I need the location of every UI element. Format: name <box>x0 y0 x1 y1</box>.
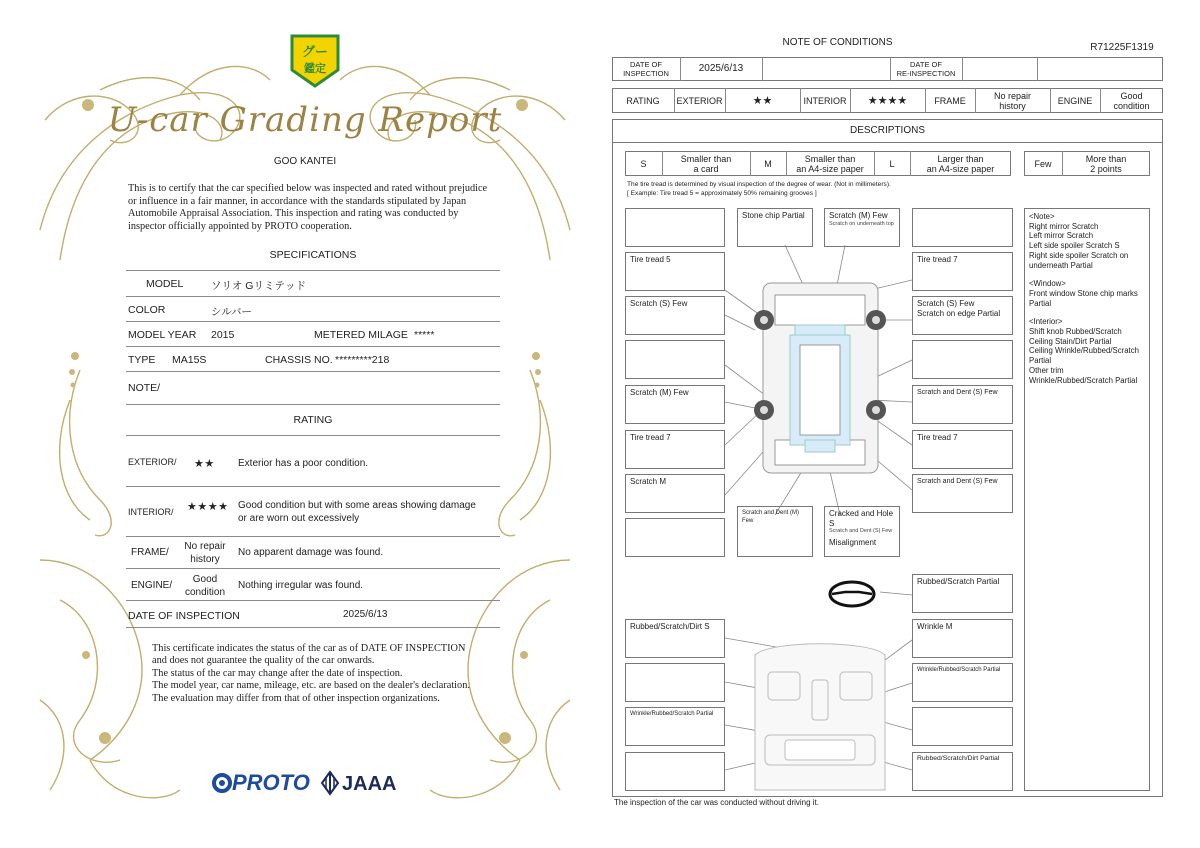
metered-milage-label: METERED MILAGE <box>314 329 408 341</box>
damage-box-tire-rear-left <box>625 430 725 469</box>
engine-value-line1: Good <box>192 574 218 585</box>
value-line: history <box>999 100 1026 111</box>
sheet-footer: The inspection of the car was conducted without driving it. <box>614 798 819 807</box>
footer-line: The evaluation may differ from that of other inspection organizations. <box>152 692 440 704</box>
damage-label: Stone chip Partial <box>742 211 805 220</box>
reference-number: R71225F1319 <box>1090 42 1154 53</box>
damage-label: Tire tread 5 <box>630 255 671 264</box>
frame-description: No apparent damage was found. <box>238 547 384 558</box>
divider <box>126 536 500 537</box>
interior-box-rear-seat-left <box>625 752 725 791</box>
model-year-label: MODEL YEAR <box>128 329 197 341</box>
note-line: Ceiling Stain/Dirt Partial <box>1029 336 1112 346</box>
report-title: U-car Grading Report <box>107 100 503 140</box>
divider <box>126 404 500 405</box>
damage-label: Scratch and Dent (S) Few <box>917 389 998 396</box>
legend-line: More than <box>1085 153 1127 164</box>
divider <box>126 296 500 297</box>
note-line: Right side spoiler Scratch on underneath Partial <box>1029 250 1129 270</box>
divider <box>126 371 500 372</box>
report-subtitle: GOO KANTEI <box>273 156 337 167</box>
model-value: ソリオ Gリミテッド <box>211 280 306 292</box>
damage-box-tire-front-left <box>625 252 725 291</box>
footer-line: The model year, car name, mileage, etc. are based on the dealer's declaration. <box>152 680 470 692</box>
damage-label: Wrinkle/Rubbed/Scratch Partial <box>917 667 1001 673</box>
divider <box>126 346 500 347</box>
interior-box-ceiling <box>625 619 725 658</box>
specifications-heading: SPECIFICATIONS <box>269 249 357 261</box>
damage-label: Misalignment <box>829 538 877 548</box>
svg-text:グー: グー <box>301 45 329 60</box>
legend-line: an A4-size paper <box>796 163 864 174</box>
damage-label: Scratch M <box>630 477 667 486</box>
interior-box-rear-seat <box>912 752 1013 791</box>
interior-label: INTERIOR <box>803 95 847 106</box>
chassis-label: CHASSIS NO. <box>265 354 333 366</box>
value-line: No repair <box>993 90 1031 101</box>
note-heading: <Note> <box>1029 212 1055 221</box>
note-line: Left side spoiler Scratch S <box>1029 241 1120 251</box>
legend-line: Larger than <box>937 153 984 164</box>
date-value: 2025/6/13 <box>343 609 388 620</box>
legend-l: L <box>889 158 895 169</box>
damage-box-windshield <box>737 208 813 247</box>
damage-box-left-rear-quarter <box>625 474 725 513</box>
engine-description: Nothing irregular was found. <box>238 580 364 591</box>
damage-label: Rubbed/Scratch/Dirt Partial <box>917 755 1000 762</box>
damage-box-right-rear-door <box>912 385 1013 424</box>
descriptions-heading: DESCRIPTIONS <box>612 119 1163 143</box>
note-line: Other trim Wrinkle/Rubbed/Scratch Partial <box>1029 365 1138 385</box>
divider <box>126 435 500 436</box>
damage-sublabel: Scratch on underneath top <box>829 220 894 227</box>
damage-label: Tire tread 7 <box>630 433 671 442</box>
tire-note-line: The tire tread is determined by visual inspection of the degree of wear. (Not in millimeters). <box>627 181 891 188</box>
divider <box>126 486 500 487</box>
divider <box>126 600 500 601</box>
divider <box>126 627 500 628</box>
footer-line: This certificate indicates the status of the car as of DATE OF INSPECTION and does not guarantee the quality of the car onwards. <box>152 643 466 667</box>
damage-label: Wrinkle M <box>917 622 953 631</box>
type-label: TYPE <box>128 354 156 366</box>
svg-text:鑑定: 鑑定 <box>304 62 326 75</box>
tire-note-line: [ Example: Tire tread 5 = approximately 50% remaining grooves ] <box>627 190 817 197</box>
interior-description-line2: or are worn out excessively <box>238 513 360 524</box>
divider <box>126 321 500 322</box>
proto-logo: PROTO <box>232 770 310 795</box>
frame-value-line1: No repair <box>184 541 226 552</box>
note-line: Front window Stone chip marks Partial <box>1029 288 1138 308</box>
label-line: DATE OF <box>910 60 942 69</box>
damage-label: Scratch (S) Few <box>917 299 975 308</box>
legend-m: M <box>764 158 772 169</box>
frame-label: FRAME <box>934 95 966 106</box>
legend-s: S <box>640 158 647 169</box>
damage-label: Scratch (M) Few <box>829 211 888 220</box>
damage-label: Tire tread 7 <box>917 433 958 442</box>
damage-box-front-left-1 <box>625 208 725 247</box>
note-of-conditions-sheet <box>600 0 1200 848</box>
label-line: INSPECTION <box>623 69 669 78</box>
damage-box-right-front-fender <box>912 296 1013 335</box>
footer-line: The status of the car may change after the date of inspection. <box>152 667 403 679</box>
proto-logo-icon <box>212 772 232 794</box>
frame-value-line2: history <box>190 554 220 565</box>
certificate-footer <box>152 643 482 705</box>
jaaa-logo-icon <box>320 770 340 796</box>
damage-box-tire-rear-right <box>912 430 1013 469</box>
inspection-date-value: 2025/6/13 <box>698 63 744 74</box>
note-column <box>1024 208 1150 791</box>
certificate-intro: This is to certify that the car specified below was inspected and rated without prejudice or influence in a fair manner, in accordance with the standards stipulated by Japan Automobile Appraisal Association. This inspection and rating was conducted by inspector officially appointed by PROTO cooperation. <box>128 183 488 232</box>
legend-few: Few <box>1034 158 1052 169</box>
exterior-description: Exterior has a poor condition. <box>238 458 369 469</box>
exterior-label: EXTERIOR/ <box>128 457 177 467</box>
legend-line: 2 points <box>1090 163 1122 174</box>
exterior-label: EXTERIOR <box>676 95 723 106</box>
note-line: Right mirror Scratch <box>1029 221 1099 231</box>
damage-label: Scratch and Dent (S) Few <box>917 478 998 485</box>
label-line: DATE OF <box>630 60 662 69</box>
frame-label: FRAME/ <box>131 547 169 558</box>
note-line: Ceiling Wrinkle/Rubbed/Scratch Partial <box>1029 346 1139 366</box>
legend-line: Smaller than <box>804 153 856 164</box>
jaaa-logo: JAAA <box>342 773 397 795</box>
goo-kantei-badge-icon <box>288 32 342 90</box>
interior-box-right-door-trim <box>912 663 1013 702</box>
damage-box-rear-left <box>625 518 725 557</box>
color-value: シルバー <box>211 306 253 318</box>
interior-box-dashboard <box>912 619 1013 658</box>
damage-box-left-rear-door <box>625 385 725 424</box>
model-label: MODEL <box>146 278 184 290</box>
label-line: RE-INSPECTION <box>896 69 956 78</box>
exterior-stars: ★★ <box>194 458 215 470</box>
note-heading: <Interior> <box>1029 317 1063 327</box>
damage-label: Wrinkle/Rubbed/Scratch Partial <box>630 711 714 717</box>
model-year-value: 2015 <box>211 329 235 341</box>
damage-box-rear-gate <box>737 506 813 557</box>
engine-label: ENGINE <box>1057 95 1093 106</box>
damage-label: Scratch (M) Few <box>630 388 689 397</box>
damage-label: Cracked and Hole S <box>829 509 894 528</box>
interior-box-left-door-trim <box>625 663 725 702</box>
interior-box-left-pillar <box>625 707 725 746</box>
exterior-stars: ★★ <box>752 94 773 107</box>
date-label: DATE OF INSPECTION <box>128 610 240 622</box>
interior-box-steering <box>912 574 1013 613</box>
value-line: condition <box>1113 100 1150 111</box>
interior-label: INTERIOR/ <box>128 507 174 517</box>
metered-milage-value: ***** <box>414 329 435 341</box>
steering-wheel-icon <box>830 582 874 606</box>
type-value: MA15S <box>172 354 207 366</box>
color-label: COLOR <box>128 304 166 316</box>
note-label: NOTE/ <box>128 382 161 394</box>
damage-label: Scratch (S) Few <box>630 299 688 308</box>
damage-box-rear-bumper <box>824 506 900 557</box>
damage-label: Rubbed/Scratch Partial <box>917 577 1000 586</box>
car-top-view <box>763 283 878 473</box>
damage-label: Rubbed/Scratch/Dirt S <box>630 622 710 631</box>
damage-box-front-right-1 <box>912 208 1013 247</box>
damage-label: Scratch and Dent (M) Few <box>742 510 800 524</box>
damage-box-left-front-door <box>625 340 725 379</box>
interior-stars: ★★★★ <box>867 94 908 107</box>
note-line: Shift knob Rubbed/Scratch <box>1029 327 1122 337</box>
car-interior-view <box>755 644 885 790</box>
interior-stars: ★★★★ <box>187 501 229 513</box>
damage-box-left-front-fender <box>625 296 725 335</box>
interior-description-line1: Good condition but with some areas showing damage <box>238 500 476 511</box>
damage-sublabel: Scratch and Dent (S) Few <box>829 528 893 535</box>
engine-label: ENGINE/ <box>131 580 173 591</box>
damage-box-front-bumper <box>824 208 900 247</box>
sheet-title: NOTE OF CONDITIONS <box>782 37 893 48</box>
damage-label: Tire tread 7 <box>917 255 958 264</box>
damage-label: Scratch on edge Partial <box>917 308 1001 318</box>
interior-box-center-console <box>912 707 1013 746</box>
note-heading: <Window> <box>1029 279 1066 289</box>
value-line: Good <box>1120 90 1143 101</box>
legend-line: a card <box>693 163 719 174</box>
legend-line: an A4-size paper <box>926 163 995 174</box>
damage-box-tire-front-right <box>912 252 1013 291</box>
legend-line: Smaller than <box>680 153 732 164</box>
rating-heading: RATING <box>293 414 333 426</box>
chassis-value: *********218 <box>335 354 390 366</box>
note-line: Left mirror Scratch <box>1029 231 1094 241</box>
damage-box-right-front-door <box>912 340 1013 379</box>
divider <box>126 568 500 569</box>
engine-value-line2: condition <box>184 587 226 598</box>
damage-box-right-rear-quarter <box>912 474 1013 513</box>
rating-label: RATING <box>626 95 660 106</box>
divider <box>126 270 500 271</box>
